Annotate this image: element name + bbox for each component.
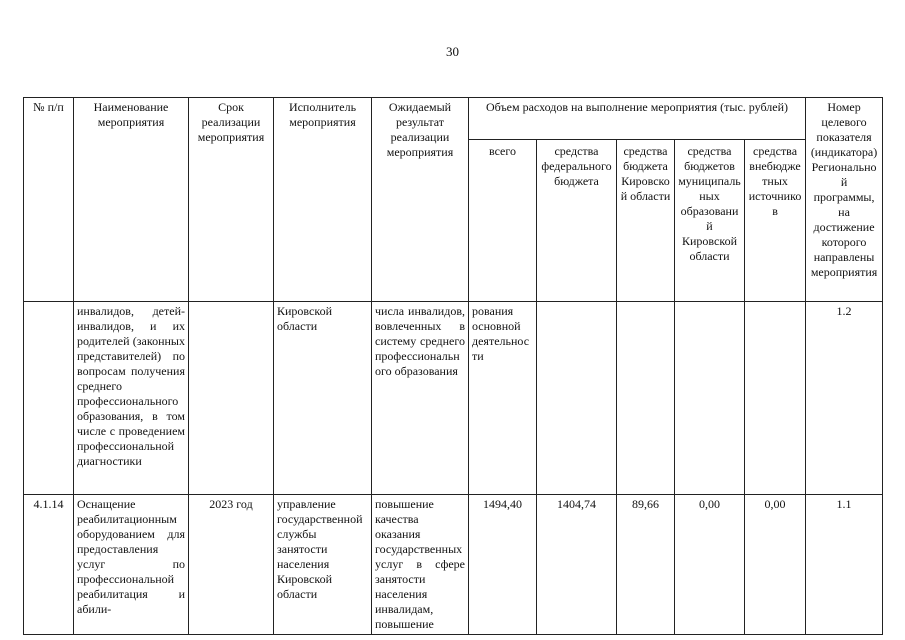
cell-total: 1494,40 <box>469 495 537 635</box>
header-result: Ожидаемый результат реализации мероприятия <box>372 98 469 302</box>
header-federal: средства федерального бюджета <box>537 140 617 302</box>
cell-regional: 89,66 <box>617 495 675 635</box>
cell-regional <box>617 302 675 495</box>
cell-executor: управление государственной службы занятости населения Кировской области <box>274 495 372 635</box>
cell-period: 2023 год <box>189 495 274 635</box>
cell-indicator: 1.2 <box>806 302 883 495</box>
header-extra: средства внебюджетных источников <box>745 140 806 302</box>
cell-municipal: 0,00 <box>675 495 745 635</box>
budget-table <box>23 97 883 635</box>
cell-num <box>24 302 74 495</box>
cell-result: повышение качества оказания государственных услуг в сфере занятости населения инвалидам, повышение <box>372 495 469 635</box>
header-total: всего <box>469 140 537 302</box>
header-indicator: Номер целевого показателя (индикатора) Региональной программы, на достижение которого направлены мероприятия <box>806 98 883 302</box>
cell-name: инвалидов, детей-инвалидов, и их родителей (законных представителей) по вопросам получения среднего профессионального образования, в том числе с проведением профессиональной диагностики <box>74 302 189 495</box>
header-name: Наименование мероприятия <box>74 98 189 302</box>
cell-period <box>189 302 274 495</box>
header-municipal: средства бюджетов муниципальных образований Кировской области <box>675 140 745 302</box>
header-period: Срок реализации мероприятия <box>189 98 274 302</box>
cell-total: рования основной деятельности <box>469 302 537 495</box>
cell-federal: 1404,74 <box>537 495 617 635</box>
cell-num: 4.1.14 <box>24 495 74 635</box>
header-executor: Исполнитель мероприятия <box>274 98 372 302</box>
table-row <box>24 495 883 635</box>
header-regional: средства бюджета Кировской области <box>617 140 675 302</box>
cell-executor: Кировской области <box>274 302 372 495</box>
header-num: № п/п <box>24 98 74 302</box>
cell-municipal <box>675 302 745 495</box>
cell-federal <box>537 302 617 495</box>
cell-name: Оснащение реабилитационным оборудованием для предоставления услуг по профессиональной реабилитация и абили- <box>74 495 189 635</box>
cell-extra <box>745 302 806 495</box>
header-row-1 <box>24 98 883 140</box>
cell-indicator: 1.1 <box>806 495 883 635</box>
header-volume: Объем расходов на выполнение мероприятия (тыс. рублей) <box>469 98 806 140</box>
table-row <box>24 302 883 495</box>
page-number: 30 <box>446 44 459 59</box>
cell-result: числа инвалидов, вовлеченных в систему среднего профессионального образования <box>372 302 469 495</box>
cell-extra: 0,00 <box>745 495 806 635</box>
